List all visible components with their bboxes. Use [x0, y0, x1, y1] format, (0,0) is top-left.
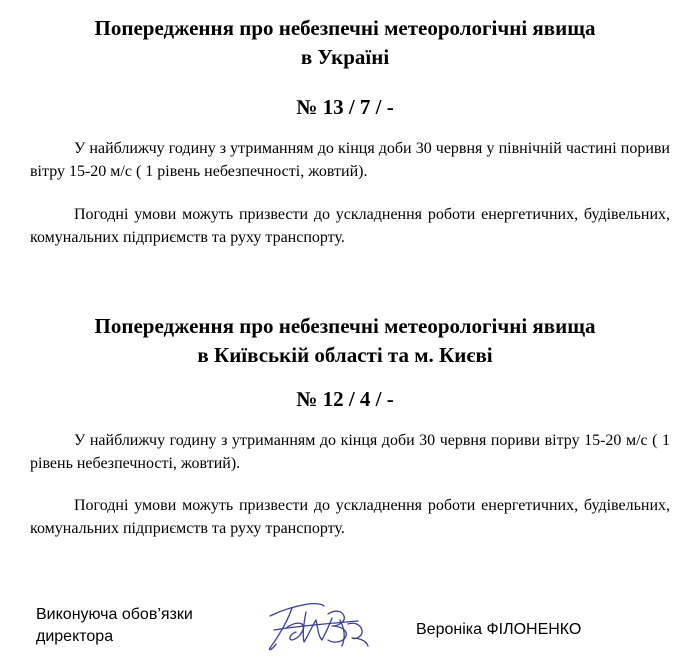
warning-ukraine-paragraph2: Погодні умови можуть призвести до ускладнення роботи енергетичних, будівельних, комунальних підприємств та руху транспорту.: [30, 206, 670, 246]
signatory-role-line2: директора: [36, 628, 114, 645]
signatory-role-line1: Виконуюча обов’язки: [36, 606, 193, 623]
warning-ukraine-paragraph1: У найближчу годину з утриманням до кінця доби 30 червня у північній частині пориви вітру 15-20 м/с ( 1 рівень небезпечності, жовтий).: [30, 140, 670, 180]
warning-ukraine-header: [0, 14, 690, 72]
warning-kyiv-title-line1: Попередження про небезпечні метеорологічні явища: [94, 314, 596, 338]
warning-kyiv-title-line2: в Київській області та м. Києві: [197, 343, 493, 367]
warning-ukraine-title-line1: Попередження про небезпечні метеорологічні явища: [94, 16, 596, 40]
signatory-role: [36, 604, 193, 648]
warning-kyiv-paragraph1: У найближчу годину з утриманням до кінця доби 30 червня пориви вітру 15-20 м/с ( 1 рівень небезпечності, жовтий).: [30, 432, 670, 472]
handwritten-signature-icon: [262, 594, 374, 656]
signatory-name: Вероніка ФІЛОНЕНКО: [416, 621, 582, 638]
warning-kyiv-number: № 12 / 4 / -: [296, 387, 394, 411]
warning-kyiv-header: [0, 312, 690, 370]
warning-ukraine-number: № 13 / 7 / -: [296, 95, 394, 119]
warning-kyiv-number-wrap: [0, 386, 690, 412]
warning-kyiv-paragraph2: Погодні умови можуть призвести до ускладнення роботи енергетичних, будівельних, комунальних підприємств та руху транспорту.: [30, 497, 670, 537]
warning-ukraine-title-line2: в Україні: [300, 45, 390, 69]
warning-ukraine-number-wrap: [0, 94, 690, 120]
